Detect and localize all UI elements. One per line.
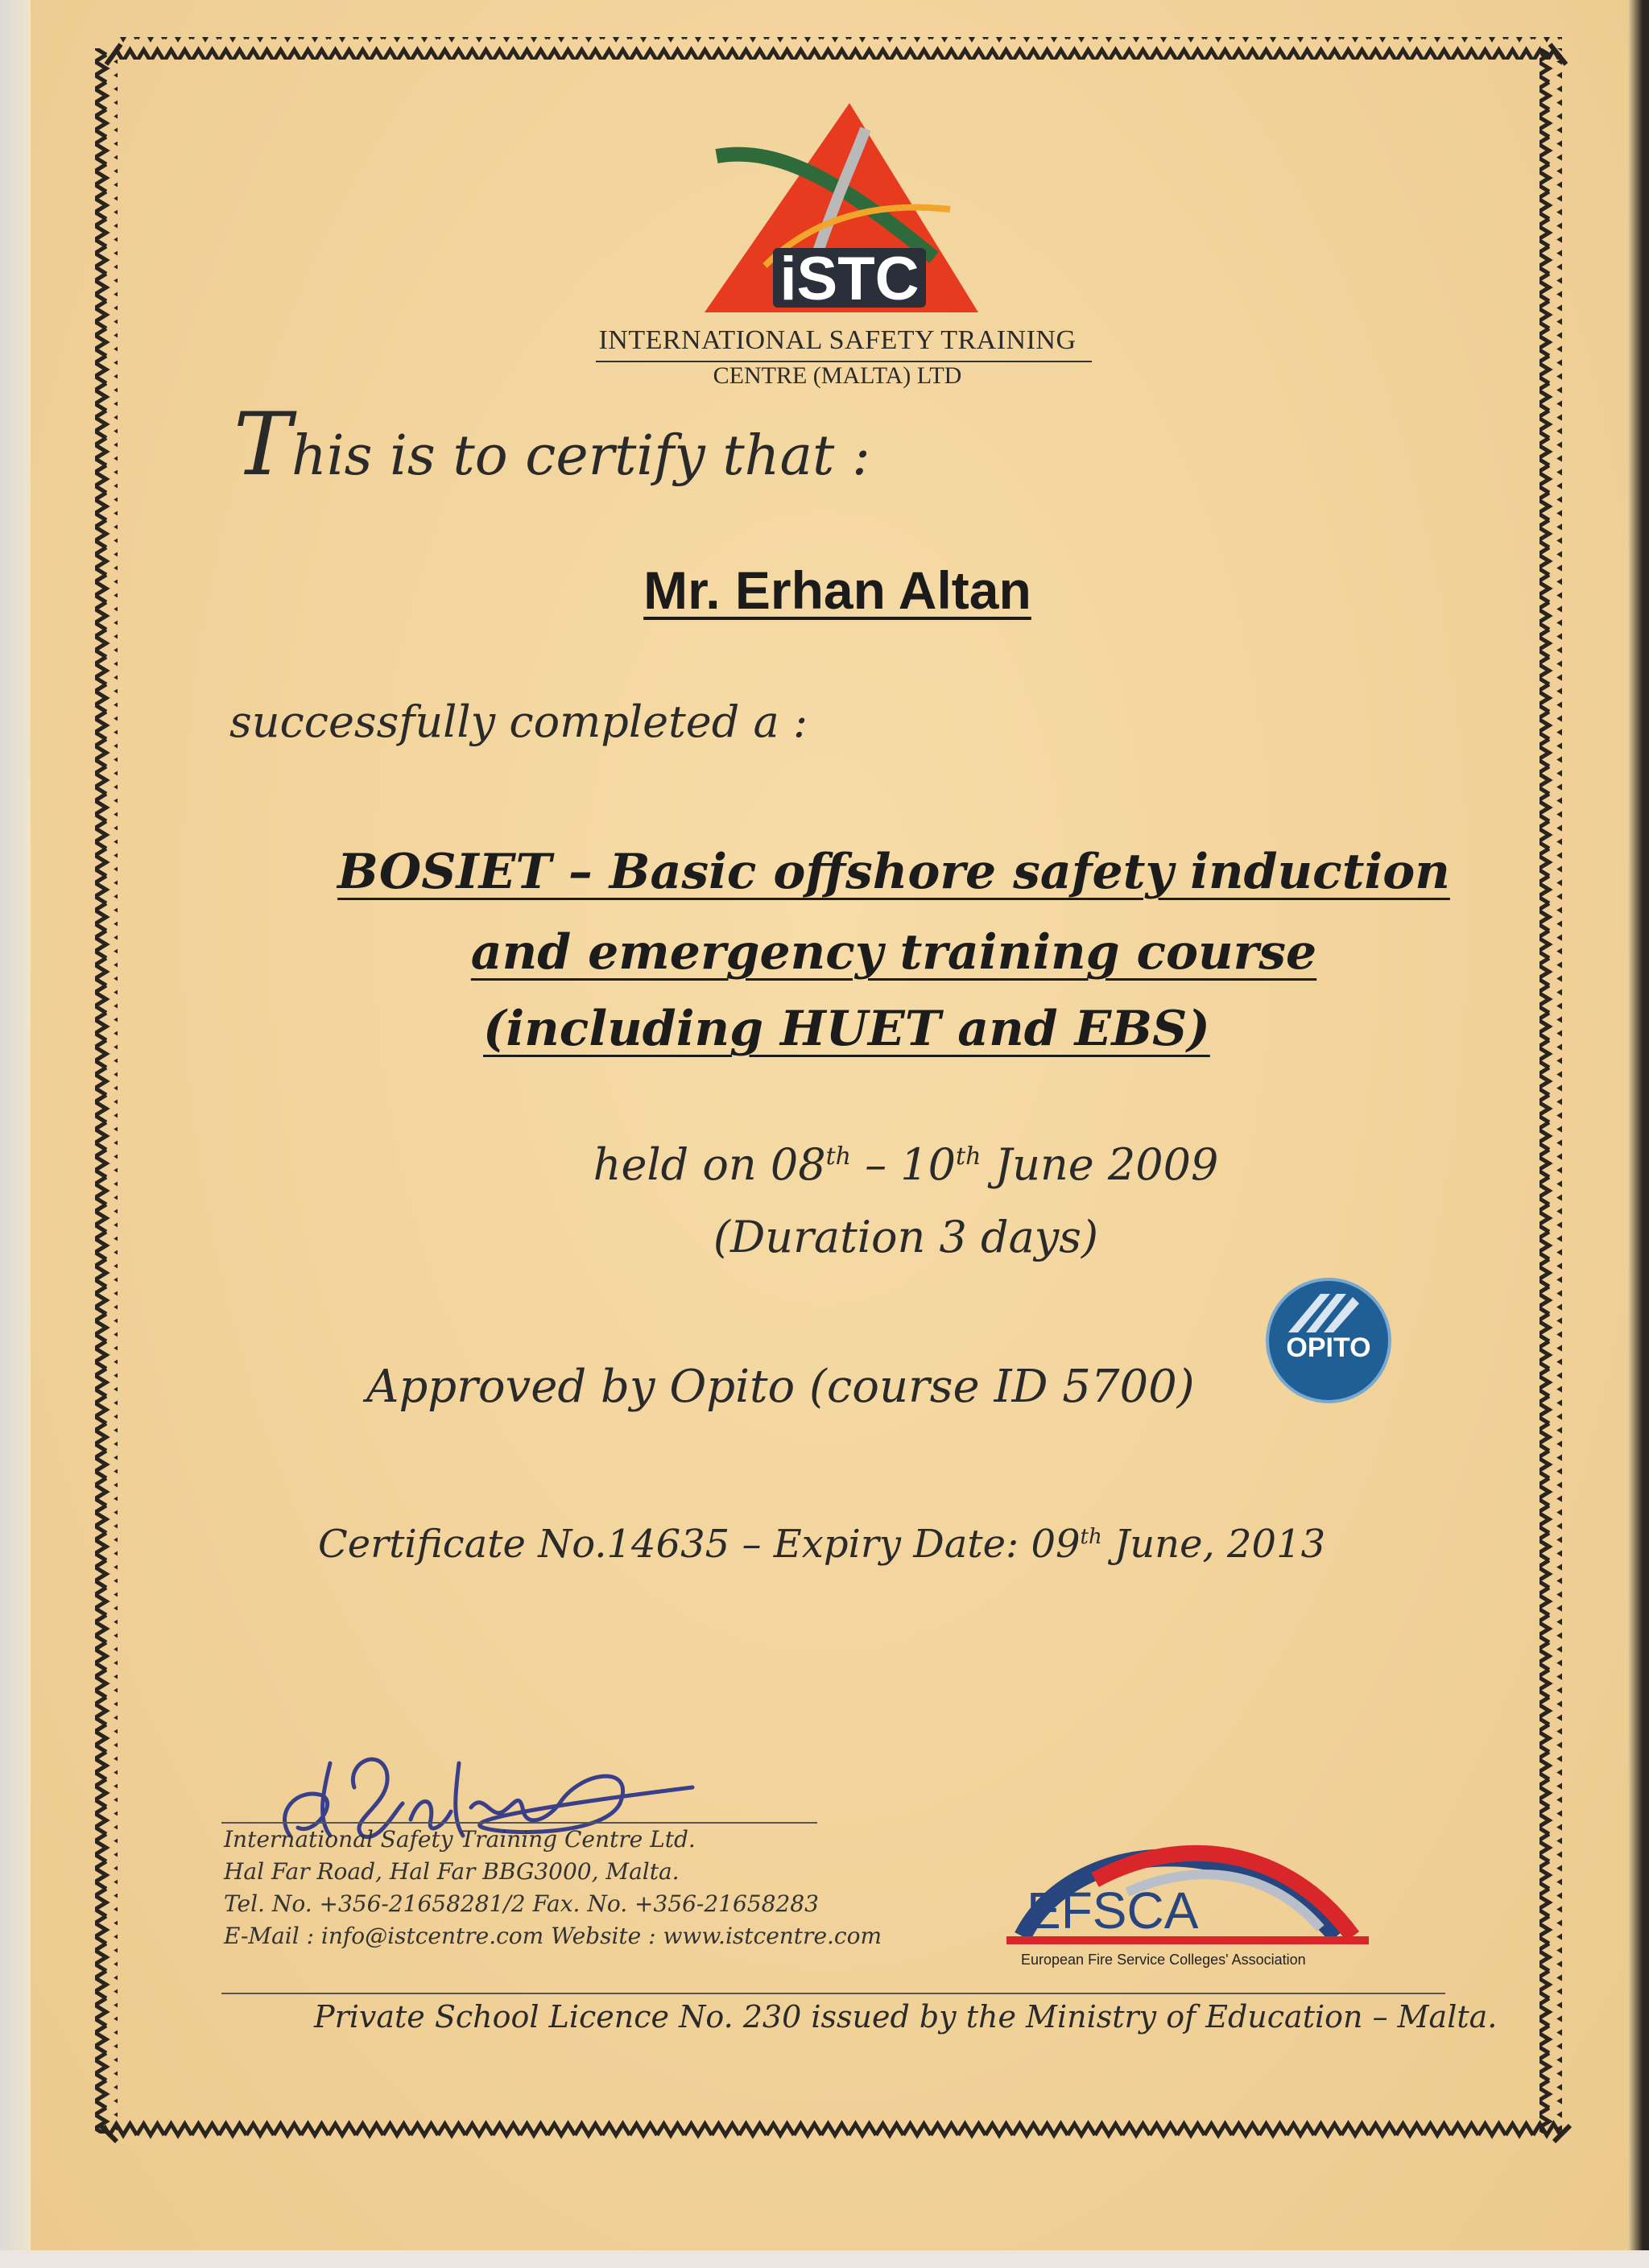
signature-rule [221, 1822, 817, 1824]
certify-initial: T [234, 395, 292, 495]
held-suffix: June 2009 [981, 1139, 1219, 1190]
held-sup1: th [825, 1142, 851, 1171]
certificate-sup: th [1080, 1525, 1102, 1549]
address-line3: Tel. No. +356-21658281/2 Fax. No. +356-21658283 [224, 1890, 819, 1917]
address-line4: E-Mail : info@istcentre.com Website : www.istcentre.com [224, 1923, 882, 1949]
course-title-line1: BOSIET – Basic offshore safety induction [337, 844, 1450, 900]
course-title-line2: and emergency training course [470, 924, 1317, 981]
course-title-line3: (including HUET and EBS) [483, 1001, 1210, 1057]
completed-label: successfully completed a : [229, 696, 808, 747]
opito-badge [1264, 1276, 1393, 1405]
licence-text: Private School Licence No. 230 issued by the Ministry of Education – Malta. [314, 1999, 1498, 2035]
efsca-logo [998, 1816, 1369, 1968]
scan-edge-bottom [0, 2250, 1649, 2268]
address-line1: International Safety Training Centre Ltd. [224, 1826, 696, 1853]
held-dates [322, 1139, 1490, 1190]
held-prefix: held on 08 [593, 1139, 826, 1190]
certificate-prefix: Certificate No.14635 – Expiry Date: 09 [318, 1522, 1081, 1567]
certificate-number [318, 1522, 1325, 1567]
org-name-line2: CENTRE (MALTA) LTD [713, 362, 962, 389]
logo-text: iSTC [779, 245, 920, 313]
footer-rule [221, 1993, 1445, 1994]
certify-rest: his is to certify that : [291, 424, 870, 488]
approved-by: Approved by Opito (course ID 5700) [366, 1361, 1195, 1413]
held-sup2: th [956, 1142, 982, 1171]
efsca-text: EFSCA [1027, 1882, 1199, 1940]
address-line2: Hal Far Road, Hal Far BBG3000, Malta. [224, 1858, 680, 1885]
certificate-suffix: June, 2013 [1101, 1522, 1326, 1567]
duration: (Duration 3 days) [713, 1212, 1099, 1262]
istc-logo [692, 97, 982, 322]
opito-text: OPITO [1286, 1332, 1371, 1363]
org-name-line1: INTERNATIONAL SAFETY TRAINING [598, 325, 1077, 355]
recipient-name: Mr. Erhan Altan [643, 560, 1031, 620]
certify-heading [234, 395, 870, 495]
held-middle: – 10 [850, 1139, 957, 1190]
efsca-caption: European Fire Service Colleges' Association [1021, 1952, 1306, 1968]
